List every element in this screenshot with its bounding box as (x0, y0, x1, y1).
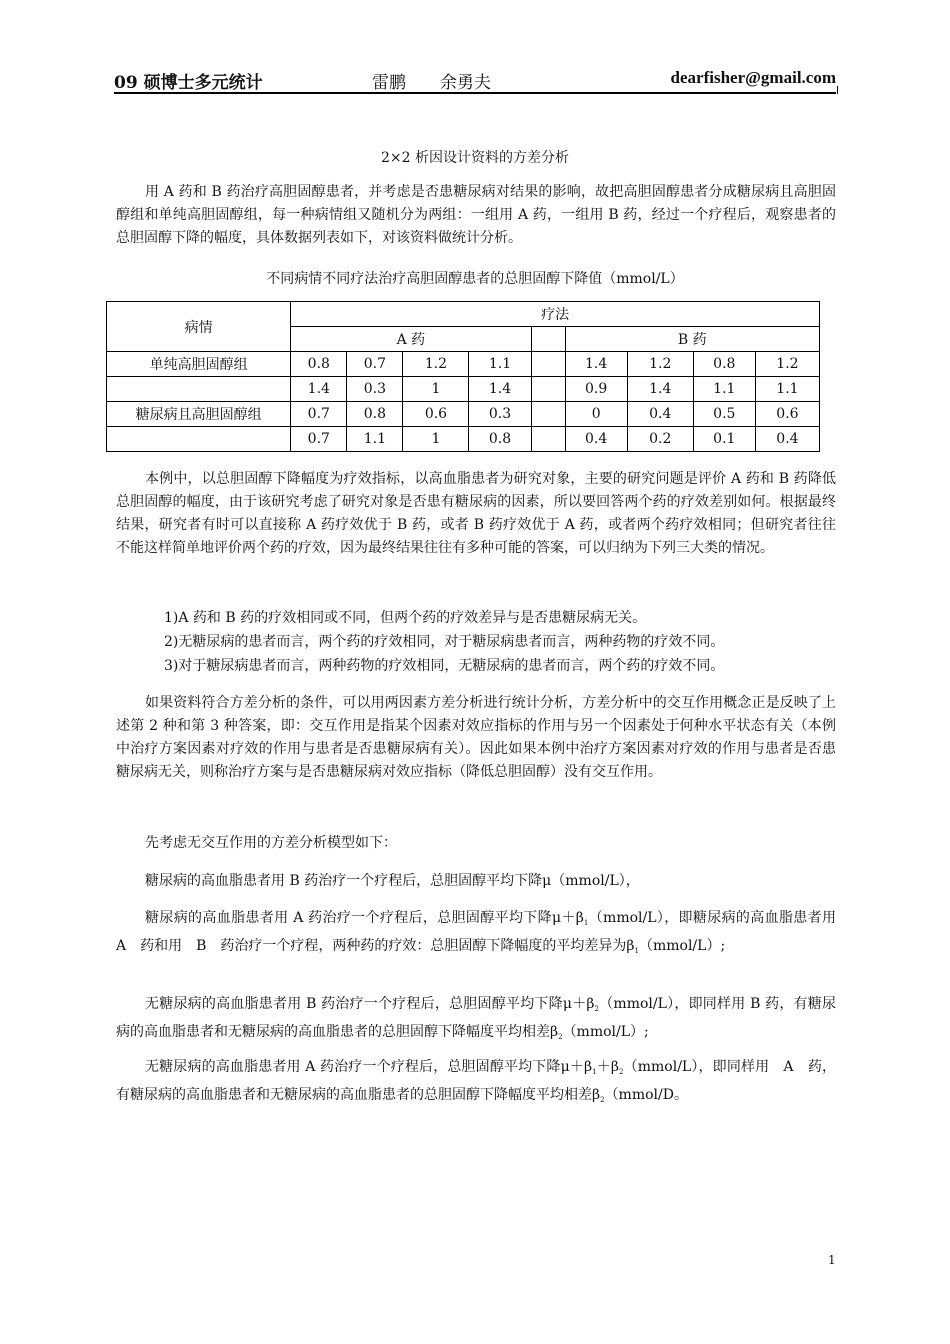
table-cell: 0.1 (693, 427, 755, 452)
table-caption: 不同病情不同疗法治疗高胆固醇患者的总胆固醇下降值（mmol/L） (266, 271, 684, 287)
subscript: 2 (558, 1033, 563, 1041)
page-header (114, 66, 836, 94)
gap-cell (531, 377, 565, 402)
table-row (107, 377, 820, 402)
table-row (107, 352, 820, 377)
model-line-beta1-beta2 (116, 1056, 836, 1112)
table-cell: 1.4 (627, 377, 693, 402)
table-cell: 1.1 (693, 377, 755, 402)
intro-paragraph: 用 A 药和 B 药治疗高胆固醇患者，并考虑是否患糖尿病对结果的影响，故把高胆固醇患者分成糖尿病且高胆固醇组和单纯高胆固醇组，每一种病情组又随机分为两组：一组用 A 药，一组用 B 药，经过一个疗程后，观察患者的总胆固醇下降的幅度，具体数据列表如下，对该资料做统计分析。 (116, 184, 836, 246)
authors: 雷鹏 余勇夫 (372, 73, 491, 93)
table-cell: 0.5 (693, 402, 755, 427)
table-cell: 0.7 (291, 402, 347, 427)
table-cell: 1.4 (291, 377, 347, 402)
table-cell: 1.2 (755, 352, 819, 377)
row-label (107, 427, 291, 452)
gap-cell (531, 352, 565, 377)
table-cell: 1.1 (347, 427, 403, 452)
page-number: 1 (828, 1253, 836, 1267)
course-title: 09 硕博士多元统计 (114, 73, 263, 93)
gap-cell (531, 402, 565, 427)
table-cell: 1 (403, 427, 469, 452)
table-cell: 0.6 (403, 402, 469, 427)
table-cell: 0.9 (565, 377, 627, 402)
list-item: 1)A 药和 B 药的疗效相同或不同，但两个药的疗效差异与是否患糖尿病无关。 (164, 610, 647, 626)
header-therapy: 疗法 (291, 302, 820, 327)
table-cell: 1.4 (565, 352, 627, 377)
section-title: 2×2 析因设计资料的方差分析 (381, 150, 569, 166)
table-cell: 0.8 (347, 402, 403, 427)
table-cell: 0.7 (347, 352, 403, 377)
list-item: 3)对于糖尿病患者而言，两种药物的疗效相同，无糖尿病的患者而言，两个药的疗效不同。 (164, 658, 725, 674)
table-cell: 1.2 (403, 352, 469, 377)
text-run: （mmol/L）; (562, 1024, 649, 1040)
text-run: 糖尿病的高血脂患者用 A 药治疗一个疗程后，总胆固醇平均下降μ＋β (145, 910, 584, 926)
text-run: （mmol/L），即同样用 B 药，有糖尿病的高血脂患者和无糖尿病的高血脂患者的总胆固醇下降幅度平均相差β (116, 996, 836, 1040)
data-table (106, 301, 820, 452)
table-cell: 0.8 (469, 427, 531, 452)
gap-cell (531, 427, 565, 452)
text-run: （mmol/L），即同样用 A 药，有糖尿病的高血脂患者和无糖尿病的高血脂患者的总胆固醇下降幅度平均相差β (116, 1059, 837, 1103)
table-cell: 0.4 (565, 427, 627, 452)
header-divider-mark (837, 86, 838, 94)
subscript: 1 (583, 919, 589, 927)
text-run: 无糖尿病的高血脂患者用 B 药治疗一个疗程后，总胆固醇平均下降μ＋β (145, 996, 595, 1012)
analysis-paragraph: 本例中，以总胆固醇下降幅度为疗效指标，以高血脂患者为研究对象，主要的研究问题是评价 A 药和 B 药降低总胆固醇的幅度，由于该研究考虑了研究对象是否患有糖尿病的因素，所以要回答两个药的疗效差别如何。根据最终结果，研究者有时可以直接称 A 药疗效优于 B 药，或者 B 药疗效优于 A 药，或者两个药疗效相同；但研究者往往不能这样简单地评价两个药的疗效，因为最终结果往往有多种可能的答案，可以归纳为下列三大类的情况。 (116, 471, 836, 556)
table-cell: 1 (403, 377, 469, 402)
table-cell: 0.3 (347, 377, 403, 402)
model-line-beta2 (116, 993, 836, 1049)
model-intro: 先考虑无交互作用的方差分析模型如下： (145, 835, 397, 851)
row-label: 单纯高胆固醇组 (107, 352, 291, 377)
table-cell: 0.3 (469, 402, 531, 427)
interaction-paragraph: 如果资料符合方差分析的条件，可以用两因素方差分析进行统计分析，方差分析中的交互作用概念正是反映了上述第 2 种和第 3 种答案，即：交互作用是指某个因素对效应指标的作用与另一个因素处于何种水平状态有关（本例中治疗方案因素对疗效的作用与患者是否患糖尿病有关）。因此如果本例中治疗方案因素对疗效的作用与患者是否患糖尿病无关，则称治疗方案与是否患糖尿病对效应指标（降低总胆固醇）没有交互作用。 (116, 695, 836, 780)
table-cell: 0.7 (291, 427, 347, 452)
table-row (107, 427, 820, 452)
model-line-beta1 (116, 907, 850, 963)
text-run: （mmol/L），即糖尿病的高血脂患者用 A 药和用 B 药治疗一个疗程，两种药的疗效：总胆固醇下降幅度的平均差异为β (116, 910, 850, 954)
table-cell: 0.2 (627, 427, 693, 452)
list-item: 2)无糖尿病的患者而言，两个药的疗效相同，对于糖尿病患者而言，两种药物的疗效不同。 (164, 634, 725, 650)
table-cell: 0.4 (755, 427, 819, 452)
table-cell: 1.1 (755, 377, 819, 402)
table-row (107, 402, 820, 427)
subscript: 1 (592, 1068, 597, 1076)
table-cell: 0.6 (755, 402, 819, 427)
table-cell: 1.4 (469, 377, 531, 402)
subscript: 2 (618, 1068, 624, 1076)
table-cell: 0.4 (627, 402, 693, 427)
text-run: 无糖尿病的高血脂患者用 A 药治疗一个疗程后，总胆固醇平均下降μ＋β (145, 1059, 593, 1075)
text-run: （mmol/D。 (604, 1087, 688, 1103)
table-cell: 1.1 (469, 352, 531, 377)
email-address: dearfisher@gmail.com (670, 68, 836, 87)
subscript: 2 (594, 1005, 599, 1013)
header-drug-b: B 药 (565, 327, 819, 352)
model-line-mu: 糖尿病的高血脂患者用 B 药治疗一个疗程后，总胆固醇平均下降μ（mmol/L）， (145, 873, 640, 889)
text-run: （mmol/L）; (638, 938, 726, 954)
header-condition: 病情 (107, 302, 291, 352)
header-gap (531, 327, 565, 352)
case-list (164, 606, 724, 678)
subscript: 2 (600, 1096, 605, 1104)
row-label: 糖尿病且高胆固醇组 (107, 402, 291, 427)
table-cell: 0.8 (693, 352, 755, 377)
header-drug-a: A 药 (291, 327, 531, 352)
table-cell: 1.2 (627, 352, 693, 377)
text-run: ＋β (596, 1059, 619, 1075)
subscript: 1 (634, 947, 639, 955)
row-label (107, 377, 291, 402)
table-cell: 0.8 (291, 352, 347, 377)
table-cell: 0 (565, 402, 627, 427)
